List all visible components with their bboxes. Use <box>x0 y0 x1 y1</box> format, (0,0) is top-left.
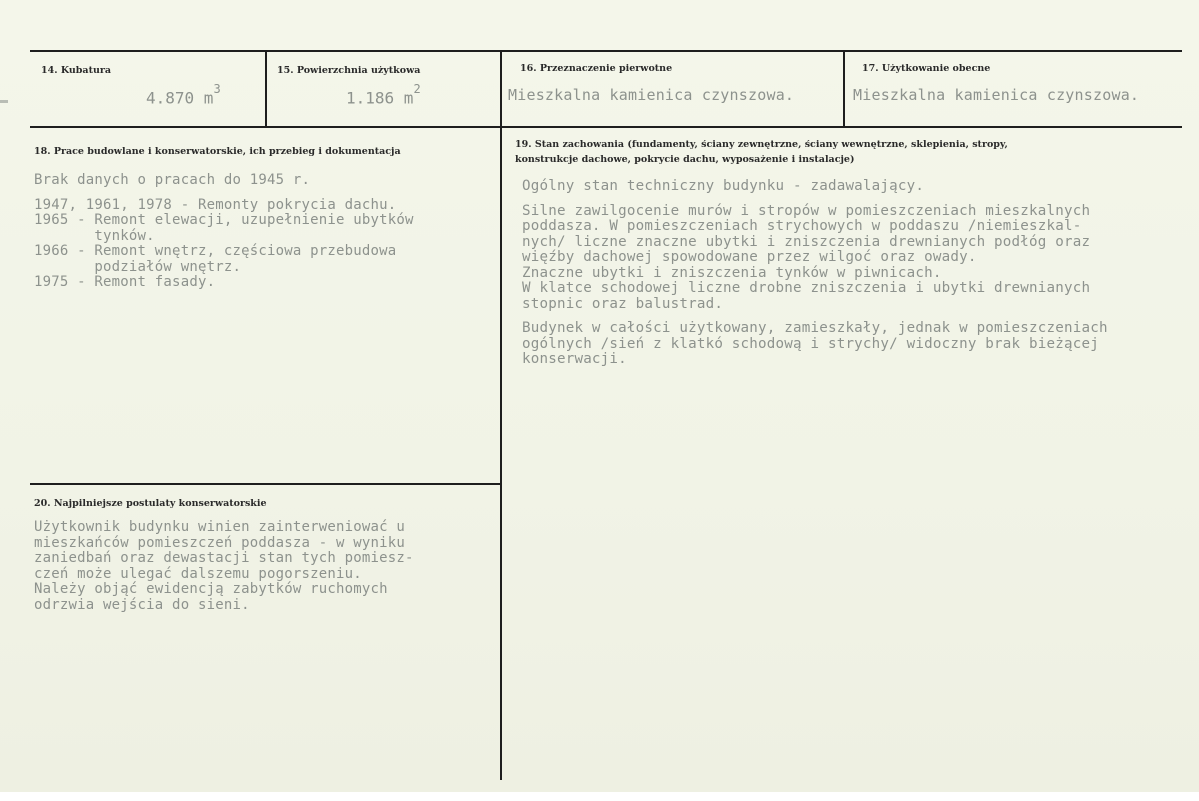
prace-text <box>34 173 414 291</box>
powierzchnia-label: 15. Powierzchnia użytkowa <box>277 65 421 76</box>
uzytkowanie-value: Mieszkalna kamienica czynszowa. <box>853 86 1140 104</box>
stan-line: Budynek w całości użytkowany, zamieszkały, jednak w pomieszczeniach <box>522 320 1108 336</box>
stan-line: więźby dachowej spowodowane przez wilgoć oraz owady. <box>522 249 977 265</box>
prace-line: Brak danych o pracach do 1945 r. <box>34 172 311 188</box>
stan-label-line-1: 19. Stan zachowania (fundamenty, ściany zewnętrzne, ściany wewnętrzne, sklepienia, stropy, <box>515 139 1008 150</box>
stan-line: stopnic oraz balustrad. <box>522 295 724 312</box>
uzytkowanie-label: 17. Użytkowanie obecne <box>862 63 991 74</box>
kubatura-value <box>146 82 221 108</box>
stan-line: poddasza. W pomieszczeniach strychowych w poddaszu /niemieszkal- <box>522 218 1082 234</box>
postulaty-line: mieszkańców pomieszczeń poddasza - w wyniku <box>34 534 406 551</box>
stan-line: Silne zawilgocenie murów i stropów w pomieszczeniach mieszkalnych <box>522 202 1091 219</box>
prace-line: 1975 - Remont fasady. <box>34 274 216 290</box>
postulaty-line: Należy objąć ewidencją zabytków ruchomych <box>34 581 388 597</box>
postulaty-line: odrzwia wejścia do sieni. <box>34 596 250 613</box>
postulaty-line: Użytkownik budynku winien zainterweniować u <box>34 519 406 535</box>
col-divider-1 <box>265 51 267 127</box>
col-divider-3 <box>843 51 845 127</box>
stan-label-line-2: konstrukcje dachowe, pokrycie dachu, wyposażenie i instalacje) <box>515 154 855 165</box>
stan-text <box>522 179 1108 368</box>
prace-line: 1947, 1961, 1978 - Remonty pokrycia dachu. <box>34 196 397 213</box>
prace-line: tynków. <box>34 227 155 244</box>
prace-line: 1965 - Remont elewacji, uzupełnienie ubytków <box>34 212 414 228</box>
stan-line: konserwacji. <box>522 351 627 367</box>
przeznaczenie-value: Mieszkalna kamienica czynszowa. <box>508 86 795 104</box>
przeznaczenie-label: 16. Przeznaczenie pierwotne <box>520 63 673 74</box>
bottom-margin <box>0 792 1199 801</box>
top-rule <box>30 50 1182 52</box>
kubatura-label: 14. Kubatura <box>41 65 112 76</box>
stan-line: Znaczne ubytki i zniszczenia tynków w piwnicach. <box>522 264 942 281</box>
prace-label: 18. Prace budowlane i konserwatorskie, ich przebieg i dokumentacja <box>34 146 401 157</box>
stan-line: W klatce schodowej liczne drobne zniszczenia i ubytki drewnianych <box>522 280 1091 296</box>
powierzchnia-value <box>346 82 421 108</box>
postulaty-line: czeń może ulegać dalszemu pogorszeniu. <box>34 565 362 582</box>
powierzchnia-exponent: 2 <box>413 82 421 96</box>
kubatura-number: 4.870 m <box>146 88 214 108</box>
prace-line: podziałów wnętrz. <box>34 258 242 275</box>
postulaty-text <box>34 520 414 613</box>
prace-line: 1966 - Remont wnętrz, częściowa przebudowa <box>34 243 397 259</box>
postulaty-line: zaniedbań oraz dewastacji stan tych pomiesz- <box>34 550 414 566</box>
stan-line: Ogólny stan techniczny budynku - zadawalający. <box>522 178 925 194</box>
postulaty-label: 20. Najpilniejsze postulaty konserwatorskie <box>34 498 267 509</box>
row-divider-1 <box>30 126 1182 128</box>
kubatura-exponent: 3 <box>213 82 221 96</box>
stan-line: ogólnych /sień z klatkó schodową i strychy/ widoczny brak bieżącej <box>522 335 1099 352</box>
stan-line: nych/ liczne znaczne ubytki i zniszczenia drewnianych podłóg oraz <box>522 233 1091 250</box>
col-divider-2 <box>500 51 502 780</box>
edge-mark <box>0 100 8 103</box>
powierzchnia-number: 1.186 m <box>346 88 414 108</box>
row-divider-2 <box>30 483 500 485</box>
